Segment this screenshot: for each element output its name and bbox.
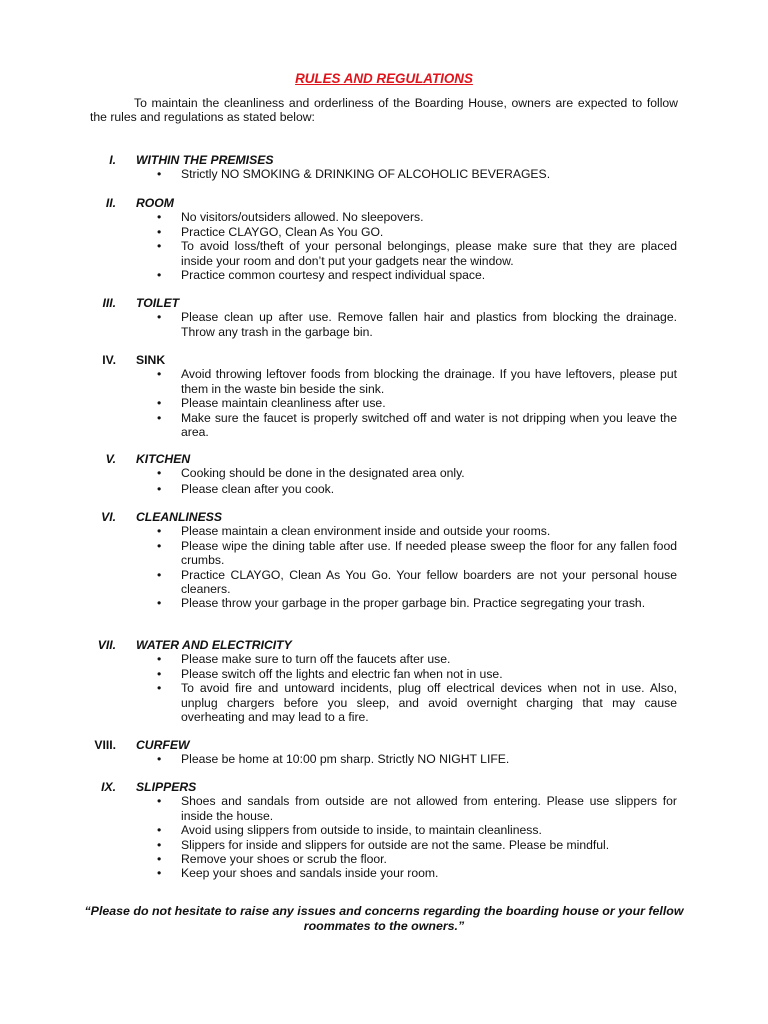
section-room [0, 196, 768, 282]
bullet-icon: • [157, 481, 162, 496]
rule-item: • Please maintain a clean environment inside and outside your rooms. [157, 524, 551, 539]
section-numeral: I. [109, 153, 116, 167]
intro-paragraph: To maintain the cleanliness and orderliness of the Boarding House, owners are expected to follow the rules and regulations as stated below: [90, 96, 678, 125]
rule-item: • Please switch off the lights and electric fan when not in use. [157, 666, 503, 681]
bullet-icon: • [157, 794, 162, 809]
bullet-icon: • [157, 852, 162, 867]
bullet-icon: • [157, 167, 162, 182]
rule-list [157, 310, 677, 339]
rule-item: • To avoid fire and untoward incidents, plug off electrical devices when not in use. Also, unplug chargers before you sleep, and avoid overnight charging that may cause overheating and may lead to a fire. [157, 681, 677, 725]
bullet-icon: • [157, 224, 162, 239]
rule-item: • Cooking should be done in the designated area only. [157, 466, 465, 481]
section-curfew [0, 738, 768, 767]
rule-item: • Please make sure to turn off the faucets after use. [157, 652, 451, 667]
bullet-icon: • [157, 866, 162, 881]
bullet-icon: • [157, 596, 162, 611]
section-numeral: VIII. [94, 738, 116, 752]
rule-item: • Make sure the faucet is properly switched off and water is not dripping when you leave the area. [157, 410, 677, 440]
rule-item: • Practice CLAYGO, Clean As You Go. Your fellow boarders are not your personal house cleaners. [157, 567, 677, 597]
bullet-icon: • [157, 524, 162, 539]
bullet-icon: • [157, 652, 162, 667]
bullet-icon: • [157, 666, 162, 681]
section-kitchen [0, 452, 768, 496]
section-heading: TOILET [136, 296, 180, 310]
bullet-icon: • [157, 466, 162, 481]
section-slippers [0, 780, 768, 881]
section-heading: CLEANLINESS [136, 510, 222, 524]
bullet-icon: • [157, 367, 162, 382]
rule-item: • To avoid loss/theft of your personal belongings, please make sure that they are placed inside your room and don’t put your gadgets near the window. [157, 239, 677, 268]
rule-item: • Remove your shoes or scrub the floor. [157, 852, 387, 867]
section-heading: WATER AND ELECTRICITY [136, 638, 292, 652]
section-numeral: VII. [97, 638, 116, 652]
rule-item: • Slippers for inside and slippers for outside are not the same. Please be mindful. [157, 837, 610, 852]
rule-item: • Please throw your garbage in the proper garbage bin. Practice segregating your trash. [157, 596, 646, 611]
bullet-icon: • [157, 752, 162, 767]
section-sink [0, 353, 768, 439]
bullet-icon: • [157, 823, 162, 838]
rule-item: • Please clean up after use. Remove fallen hair and plastics from blocking the drainage. Throw any trash in the garbage bin. [157, 310, 677, 339]
closing-note: “Please do not hesitate to raise any issues and concerns regarding the boarding house or your fellow roommates to the owners.” [84, 904, 684, 933]
rule-list [157, 167, 677, 182]
section-numeral: III. [102, 296, 116, 310]
rule-item: • Shoes and sandals from outside are not allowed from entering. Please use slippers for inside the house. [157, 794, 677, 823]
rule-item: • Avoid throwing leftover foods from blocking the drainage. If you have leftovers, please put them in the waste bin beside the sink. [157, 367, 677, 396]
section-numeral: V. [105, 452, 116, 466]
section-heading: CURFEW [136, 738, 190, 752]
bullet-icon: • [157, 538, 162, 553]
bullet-icon: • [157, 268, 162, 283]
section-heading: SINK [136, 353, 166, 367]
section-numeral: IV. [102, 353, 116, 367]
rule-item: • Avoid using slippers from outside to inside, to maintain cleanliness. [157, 823, 542, 838]
bullet-icon: • [157, 396, 162, 411]
rule-list [157, 466, 677, 496]
section-heading: ROOM [136, 196, 174, 210]
bullet-icon: • [157, 310, 162, 325]
rule-item: • Keep your shoes and sandals inside your room. [157, 866, 439, 881]
rule-list [157, 652, 677, 725]
section-heading: WITHIN THE PREMISES [136, 153, 274, 167]
bullet-icon: • [157, 410, 162, 425]
section-numeral: II. [105, 196, 116, 210]
section-heading: SLIPPERS [136, 780, 197, 794]
rule-item: • Please be home at 10:00 pm sharp. Strictly NO NIGHT LIFE. [157, 752, 510, 767]
section-toilet [0, 296, 768, 339]
rule-item: • Please maintain cleanliness after use. [157, 396, 386, 411]
bullet-icon: • [157, 567, 162, 582]
section-heading: KITCHEN [136, 452, 191, 466]
document-title: RULES AND REGULATIONS [295, 71, 473, 86]
bullet-icon: • [157, 837, 162, 852]
bullet-icon: • [157, 239, 162, 254]
rule-list [157, 210, 677, 283]
rule-item: • No visitors/outsiders allowed. No sleepovers. [157, 210, 424, 225]
section-cleanliness [0, 510, 768, 611]
section-within-the-premises [0, 153, 768, 182]
rule-item: • Practice common courtesy and respect individual space. [157, 268, 486, 283]
rule-item: • Practice CLAYGO, Clean As You GO. [157, 224, 384, 239]
bullet-icon: • [157, 681, 162, 696]
rule-item: • Please clean after you cook. [157, 481, 335, 496]
rule-list [157, 752, 677, 767]
section-numeral: VI. [101, 510, 116, 524]
bullet-icon: • [157, 210, 162, 225]
section-numeral: IX. [101, 780, 116, 794]
section-water-and-electricity [0, 638, 768, 724]
rule-item: • Strictly NO SMOKING & DRINKING OF ALCOHOLIC BEVERAGES. [157, 167, 551, 182]
rule-item: • Please wipe the dining table after use. If needed please sweep the floor for any fallen food crumbs. [157, 538, 677, 568]
rule-list [157, 367, 677, 440]
rule-list [157, 794, 677, 881]
rule-list [157, 524, 677, 611]
